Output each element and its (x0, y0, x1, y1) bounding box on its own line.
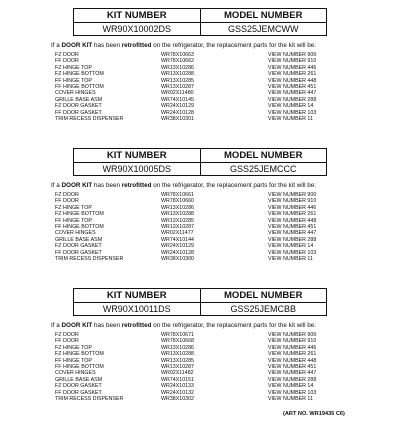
part-number: WR24X10128 (161, 109, 194, 116)
parts-list (55, 52, 385, 122)
view-number: VIEW NUMBER 900 (268, 192, 317, 198)
model-number-header: MODEL NUMBER (200, 149, 327, 163)
view-number: VIEW NUMBER 446 (268, 204, 317, 211)
part-name: FF DOOR (55, 58, 79, 65)
part-number: WR02X11480 (161, 90, 194, 97)
part-name: TRIM RECESS DISPENSER (55, 255, 124, 262)
view-number: VIEW NUMBER 451 (268, 223, 317, 230)
view-number: VIEW NUMBER 448 (268, 217, 317, 224)
view-number: VIEW NUMBER 447 (268, 90, 317, 97)
part-name: GRILLE BASE ASM (55, 96, 103, 103)
part-number: WR78X10671 (161, 332, 194, 338)
part-number: WR78X10662 (161, 58, 194, 65)
view-number: VIEW NUMBER 261 (268, 351, 317, 358)
retrofit-intro: If a DOOR KIT has been retrofitted on the refrigerator, the replacement parts for the kit will be: (51, 322, 316, 329)
part-number: WR78X10660 (161, 198, 194, 205)
view-number: VIEW NUMBER 103 (268, 109, 317, 116)
view-number: VIEW NUMBER 288 (268, 236, 317, 243)
view-number: VIEW NUMBER 14 (268, 383, 314, 390)
part-number: WR38X10302 (161, 395, 194, 402)
view-number: VIEW NUMBER 261 (268, 71, 317, 78)
part-number: WR38X10300 (161, 255, 194, 262)
parts-list (55, 192, 385, 262)
view-number: VIEW NUMBER 448 (268, 77, 317, 84)
view-number: VIEW NUMBER 288 (268, 96, 317, 103)
part-name: FZ HINGE TOP (55, 64, 92, 71)
view-number: VIEW NUMBER 103 (268, 249, 317, 256)
part-number: WR78X10661 (161, 192, 194, 198)
view-number: VIEW NUMBER 261 (268, 211, 317, 218)
kit-number-value: WR90X10002DS (74, 23, 201, 36)
part-name: FF HINGE TOP (55, 77, 92, 84)
part-number: WR13X10286 (161, 64, 194, 71)
part-number: WR13X10285 (161, 217, 194, 224)
view-number: VIEW NUMBER 447 (268, 370, 317, 377)
part-number: WR38X10301 (161, 115, 194, 122)
part-row (55, 256, 385, 262)
kit-table-2 (73, 148, 327, 176)
part-number: WR74X10145 (161, 96, 194, 103)
part-name: FF HINGE TOP (55, 217, 92, 224)
part-name: TRIM RECESS DISPENSER (55, 115, 124, 122)
kit-number-value: WR90X10005DS (74, 163, 201, 176)
part-number: WR13X10288 (161, 71, 194, 78)
view-number: VIEW NUMBER 448 (268, 357, 317, 364)
part-name: FF DOOR GASKET (55, 109, 102, 116)
view-number: VIEW NUMBER 11 (268, 115, 313, 122)
view-number: VIEW NUMBER 446 (268, 64, 317, 71)
part-name: FZ DOOR GASKET (55, 103, 102, 110)
part-name: TRIM RECESS DISPENSER (55, 395, 124, 402)
view-number: VIEW NUMBER 910 (268, 198, 317, 205)
kit-number-header: KIT NUMBER (74, 149, 201, 163)
part-name: FZ DOOR GASKET (55, 243, 102, 250)
part-name: FF HINGE BOTTOM (55, 223, 104, 230)
part-name: FZ HINGE TOP (55, 344, 92, 351)
kit-number-header: KIT NUMBER (74, 9, 201, 23)
kit-table-1 (73, 8, 327, 36)
part-name: GRILLE BASE ASM (55, 376, 103, 383)
part-number: WR24X10133 (161, 383, 194, 390)
kit-number-value: WR90X10011DS (74, 303, 201, 316)
part-name: FZ HINGE TOP (55, 204, 92, 211)
kit-table-3 (73, 288, 327, 316)
part-name: FZ DOOR (55, 192, 79, 198)
part-number: WR13X10285 (161, 77, 194, 84)
part-name: FZ HINGE BOTTOM (55, 351, 104, 358)
part-name: FF DOOR GASKET (55, 389, 102, 396)
view-number: VIEW NUMBER 900 (268, 52, 317, 58)
part-row (55, 116, 385, 122)
retrofit-intro: If a DOOR KIT has been retrofitted on the refrigerator, the replacement parts for the kit will be: (51, 182, 316, 189)
view-number: VIEW NUMBER 14 (268, 243, 314, 250)
part-number: WR13X10287 (161, 223, 194, 230)
part-number: WR13X10285 (161, 357, 194, 364)
part-number: WR24X10129 (161, 103, 194, 110)
part-number: WR74X10144 (161, 236, 194, 243)
part-name: FF HINGE BOTTOM (55, 363, 104, 370)
part-number: WR24X10132 (161, 389, 194, 396)
part-number: WR24X10128 (161, 249, 194, 256)
part-name: COVER HINGES (55, 90, 96, 97)
view-number: VIEW NUMBER 900 (268, 332, 317, 338)
part-number: WR13X10288 (161, 211, 194, 218)
part-number: WR74X10151 (161, 376, 194, 383)
part-name: FZ DOOR (55, 332, 79, 338)
part-name: FZ DOOR GASKET (55, 383, 102, 390)
model-number-header: MODEL NUMBER (200, 289, 327, 303)
kit-number-header: KIT NUMBER (74, 289, 201, 303)
part-number: WR13X10287 (161, 363, 194, 370)
part-number: WR13X10286 (161, 344, 194, 351)
part-name: FZ HINGE BOTTOM (55, 211, 104, 218)
part-number: WR78X10668 (161, 338, 194, 345)
view-number: VIEW NUMBER 910 (268, 58, 317, 65)
part-name: GRILLE BASE ASM (55, 236, 103, 243)
part-name: FF DOOR (55, 198, 79, 205)
part-name: FF DOOR GASKET (55, 249, 102, 256)
art-number: (ART NO. WR19435 C6) (283, 411, 345, 417)
view-number: VIEW NUMBER 451 (268, 83, 317, 90)
view-number: VIEW NUMBER 103 (268, 389, 317, 396)
view-number: VIEW NUMBER 446 (268, 344, 317, 351)
part-number: WR24X10129 (161, 243, 194, 250)
view-number: VIEW NUMBER 11 (268, 255, 313, 262)
view-number: VIEW NUMBER 11 (268, 395, 313, 402)
part-name: COVER HINGES (55, 370, 96, 377)
model-number-value: GSS25JEMCCC (200, 163, 327, 176)
part-number: WR02X11482 (161, 370, 194, 377)
part-number: WR02X11477 (161, 230, 194, 237)
part-number: WR78X10663 (161, 52, 194, 58)
part-row (55, 396, 385, 402)
part-name: COVER HINGES (55, 230, 96, 237)
model-number-value: GSS25JEMCWW (200, 23, 327, 36)
parts-list (55, 332, 385, 402)
retrofit-intro: If a DOOR KIT has been retrofitted on the refrigerator, the replacement parts for the kit will be: (51, 42, 316, 49)
view-number: VIEW NUMBER 288 (268, 376, 317, 383)
part-number: WR13X10288 (161, 351, 194, 358)
part-name: FF DOOR (55, 338, 79, 345)
view-number: VIEW NUMBER 447 (268, 230, 317, 237)
model-number-value: GSS25JEMCBB (200, 303, 327, 316)
view-number: VIEW NUMBER 910 (268, 338, 317, 345)
model-number-header: MODEL NUMBER (200, 9, 327, 23)
part-name: FZ DOOR (55, 52, 79, 58)
part-number: WR13X10287 (161, 83, 194, 90)
part-name: FF HINGE TOP (55, 357, 92, 364)
part-name: FZ HINGE BOTTOM (55, 71, 104, 78)
part-number: WR13X10286 (161, 204, 194, 211)
part-name: FF HINGE BOTTOM (55, 83, 104, 90)
view-number: VIEW NUMBER 451 (268, 363, 317, 370)
view-number: VIEW NUMBER 14 (268, 103, 314, 110)
